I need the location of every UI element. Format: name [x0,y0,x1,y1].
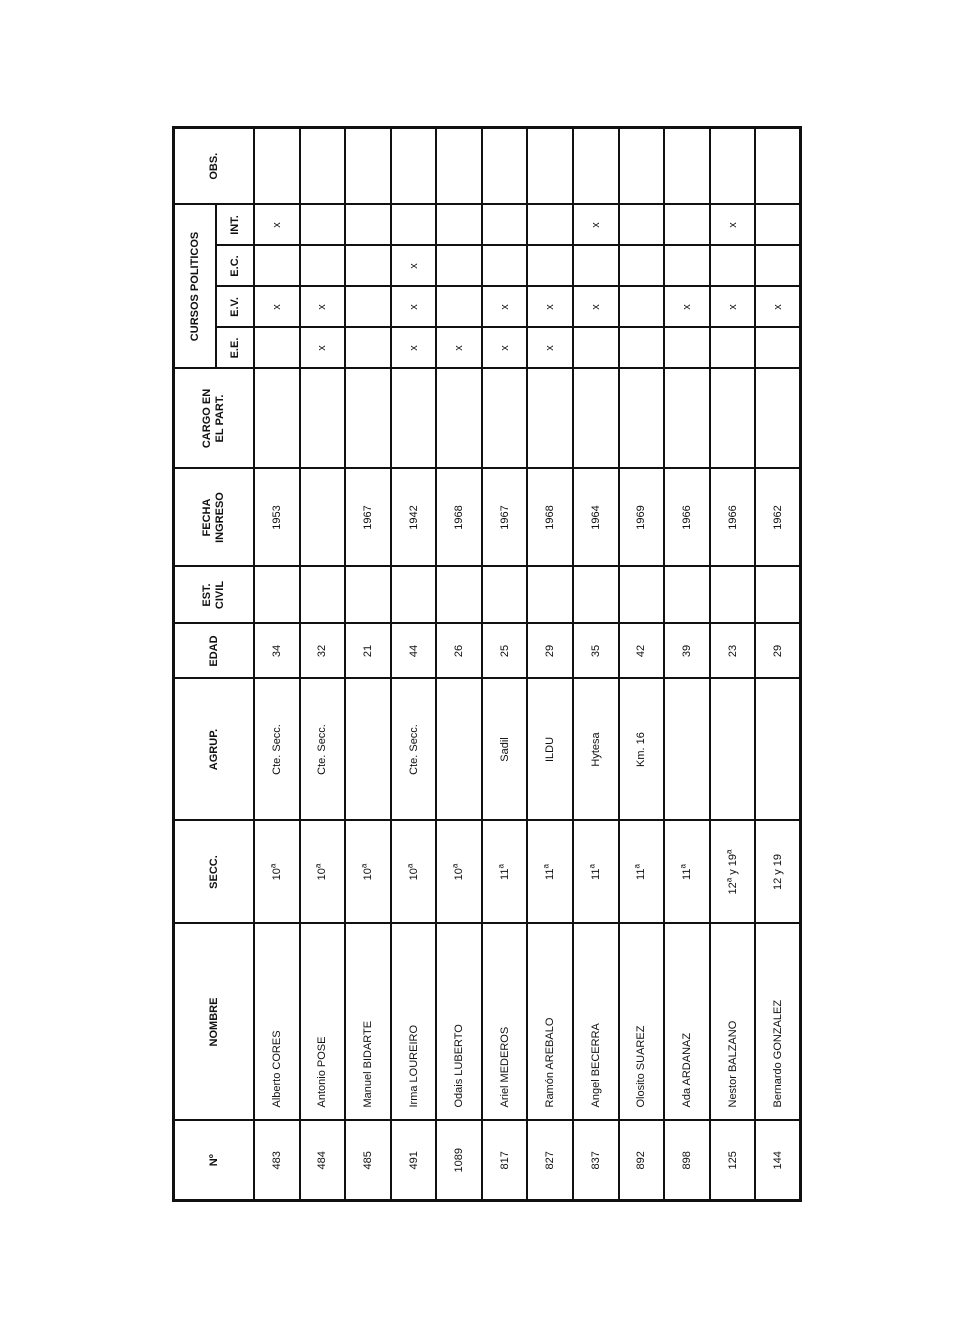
cell-ev: x [664,286,710,327]
header-num: Nº [173,1120,254,1200]
table-row [709,127,755,1200]
cell-ec [345,245,391,286]
cell-secc [481,820,527,923]
cell-fecha: 1967 [481,468,527,566]
cell-edad: 21 [345,623,391,678]
cell-nombre: Alberto CORES [254,923,300,1120]
cell-cargo [390,368,436,468]
cell-obs [481,127,527,204]
cell-obs [664,127,710,204]
secc-ordinal: a [495,863,505,869]
cell-fecha: 1967 [345,468,391,566]
cell-num: 892 [618,1120,664,1200]
header-edad: EDAD [173,623,254,678]
cell-secc [436,820,482,923]
cell-edad: 42 [618,623,664,678]
header-fecha-line2: INGRESO [213,491,226,543]
cell-cargo [436,368,482,468]
cell-int [481,204,527,245]
secc-value: 10 [452,867,465,880]
cell-fecha: 1962 [755,468,801,566]
cell-edad: 26 [436,623,482,678]
cell-ee: x [481,327,527,368]
secc-ordinal: a [586,863,596,869]
cell-num: 827 [527,1120,573,1200]
cell-ee: x [436,327,482,368]
cell-agrup: Cte. Secc. [390,678,436,820]
header-secc: SECC. [173,820,254,923]
cell-agrup: ILDU [527,678,573,820]
cell-nombre: Antonio POSE [299,923,345,1120]
cell-est [709,566,755,623]
cell-num: 485 [345,1120,391,1200]
cell-agrup [709,678,755,820]
header-ec: E.C. [216,245,254,286]
header-cargo [173,368,254,468]
cell-fecha: 1966 [709,468,755,566]
cell-int [618,204,664,245]
cell-agrup: Cte. Secc. [254,678,300,820]
cell-obs [709,127,755,204]
header-row-top [173,127,216,1200]
cell-ec [527,245,573,286]
cell-fecha: 1968 [436,468,482,566]
secc-value: 11 [589,868,602,880]
cell-est [664,566,710,623]
cell-int [664,204,710,245]
table-row [755,127,801,1200]
table-body [254,127,801,1200]
cell-num: 491 [390,1120,436,1200]
cell-est [390,566,436,623]
table-row [573,127,619,1200]
secc-joiner: y 19 [726,853,739,878]
cell-nombre: Nestor BALZANO [709,923,755,1120]
cell-ee [345,327,391,368]
secc-ordinal: a [449,863,459,868]
cell-ee: x [527,327,573,368]
cell-ev [436,286,482,327]
header-nombre: NOMBRE [173,923,254,1120]
cell-ee [254,327,300,368]
cell-ee: x [299,327,345,368]
cell-fecha [299,468,345,566]
table-row [254,127,300,1200]
header-est-civil-line2: CIVIL [213,580,226,609]
cell-nombre: Ariel MEDEROS [481,923,527,1120]
cell-secc [254,820,300,923]
secc-value: 10 [361,867,374,880]
secc-value: 11 [543,868,556,880]
cell-cargo [481,368,527,468]
cell-num: 898 [664,1120,710,1200]
cell-est [299,566,345,623]
cell-num: 144 [755,1120,801,1200]
cell-ec: x [390,245,436,286]
table-row [527,127,573,1200]
table-row [345,127,391,1200]
cell-num: 125 [709,1120,755,1200]
cell-ee [618,327,664,368]
table-row [664,127,710,1200]
secc-value: 10 [270,867,283,880]
cell-ev [345,286,391,327]
cell-secc [709,820,755,923]
cell-obs [254,127,300,204]
cell-ev [618,286,664,327]
secc-ordinal: a [677,863,687,869]
cell-ec [299,245,345,286]
cell-agrup: Sadil [481,678,527,820]
cell-nombre: Manuel BIDARTE [345,923,391,1120]
secc-ordinal: a [358,863,368,868]
cell-ev: x [254,286,300,327]
cell-edad: 23 [709,623,755,678]
secc-ordinal: a [267,863,277,868]
header-cargo-line2: EL PART. [213,394,226,442]
table-row [481,127,527,1200]
cell-edad: 29 [527,623,573,678]
cell-nombre: Irma LOUREIRO [390,923,436,1120]
cell-int [755,204,801,245]
cell-agrup: Hytesa [573,678,619,820]
secc-ordinal-2: a [723,849,733,854]
cell-int [299,204,345,245]
cell-ev: x [527,286,573,327]
header-est-civil-line1: EST. [200,582,213,607]
cell-secc [390,820,436,923]
cell-nombre: Ramón AREBALO [527,923,573,1120]
table-row [618,127,664,1200]
cell-ec [573,245,619,286]
cell-agrup: Cte. Secc. [299,678,345,820]
cell-agrup [664,678,710,820]
cell-secc [618,820,664,923]
cell-cargo [345,368,391,468]
cell-obs [299,127,345,204]
secc-value: 12 y 19 [771,853,784,890]
cell-ec [618,245,664,286]
cell-ec [481,245,527,286]
secc-value: 10 [407,867,420,880]
cell-edad: 44 [390,623,436,678]
cell-nombre: Angel BECERRA [573,923,619,1120]
cell-edad: 32 [299,623,345,678]
secc-ordinal: a [313,863,323,868]
cell-cargo [527,368,573,468]
header-ev: E.V. [216,286,254,327]
cell-agrup [436,678,482,820]
table-row [390,127,436,1200]
cell-nombre: Ada ARDANAZ [664,923,710,1120]
cell-ev: x [755,286,801,327]
cell-ev: x [573,286,619,327]
cell-ee [664,327,710,368]
cell-obs [755,127,801,204]
cell-int: x [709,204,755,245]
cell-cargo [573,368,619,468]
secc-ordinal: a [541,863,551,869]
cell-est [573,566,619,623]
secc-ordinal: a [723,877,733,882]
cell-ee [573,327,619,368]
secc-ordinal: a [632,863,642,869]
cell-secc [299,820,345,923]
cell-cargo [299,368,345,468]
cell-num: 837 [573,1120,619,1200]
header-fecha-ingreso [173,468,254,566]
cell-obs [345,127,391,204]
header-est-civil [173,566,254,623]
cell-obs [618,127,664,204]
secc-value: 11 [680,868,693,880]
secc-value: 10 [315,867,328,880]
cell-int [527,204,573,245]
cell-int [345,204,391,245]
cell-agrup [345,678,391,820]
cell-ev: x [709,286,755,327]
cell-secc [345,820,391,923]
cell-nombre: Odais LUBERTO [436,923,482,1120]
cell-fecha: 1966 [664,468,710,566]
cell-secc [527,820,573,923]
header-cargo-line1: CARGO EN [200,388,213,448]
cell-secc [573,820,619,923]
cell-num: 483 [254,1120,300,1200]
secc-ordinal: a [404,863,414,868]
cell-ee [709,327,755,368]
cell-est [618,566,664,623]
header-obs: OBS. [173,127,254,204]
header-fecha-line1: FECHA [200,498,213,536]
cell-cargo [618,368,664,468]
cell-agrup [755,678,801,820]
cell-cargo [664,368,710,468]
cell-est [481,566,527,623]
cell-int [436,204,482,245]
cell-agrup: Km. 16 [618,678,664,820]
cell-secc [755,820,801,923]
cell-nombre: Olosito SUAREZ [618,923,664,1120]
cell-ev: x [299,286,345,327]
header-agrup: AGRUP. [173,678,254,820]
cell-cargo [254,368,300,468]
cell-obs [436,127,482,204]
header-int: INT. [216,204,254,245]
cell-est [527,566,573,623]
cell-fecha: 1953 [254,468,300,566]
cell-secc [664,820,710,923]
cell-ec [254,245,300,286]
cell-edad: 34 [254,623,300,678]
cell-num: 484 [299,1120,345,1200]
rotated-table-wrapper [172,129,795,1202]
cell-ev: x [481,286,527,327]
cell-obs [527,127,573,204]
cell-ec [755,245,801,286]
cell-fecha: 1969 [618,468,664,566]
cell-int [390,204,436,245]
cell-num: 817 [481,1120,527,1200]
cell-ec [709,245,755,286]
cell-cargo [755,368,801,468]
cell-edad: 29 [755,623,801,678]
cell-obs [573,127,619,204]
cell-int: x [254,204,300,245]
table-row [299,127,345,1200]
cell-fecha: 1968 [527,468,573,566]
header-cursos-politicos: CURSOS POLITICOS [173,204,216,368]
cell-est [755,566,801,623]
cell-ee: x [390,327,436,368]
cell-cargo [709,368,755,468]
cell-ee [755,327,801,368]
member-register-table [172,125,802,1201]
secc-value: 11 [498,868,511,880]
cell-ec [664,245,710,286]
cell-int: x [573,204,619,245]
cell-fecha: 1942 [390,468,436,566]
cell-fecha: 1964 [573,468,619,566]
cell-edad: 35 [573,623,619,678]
cell-ec [436,245,482,286]
cell-obs [390,127,436,204]
header-ee: E.E. [216,327,254,368]
cell-num: 1089 [436,1120,482,1200]
cell-edad: 25 [481,623,527,678]
cell-ev: x [390,286,436,327]
cell-est [345,566,391,623]
secc-value: 12 [726,881,739,895]
secc-value: 11 [634,868,647,880]
cell-edad: 39 [664,623,710,678]
table-row [436,127,482,1200]
cell-est [436,566,482,623]
cell-nombre: Bernardo GONZALEZ [755,923,801,1120]
cell-est [254,566,300,623]
